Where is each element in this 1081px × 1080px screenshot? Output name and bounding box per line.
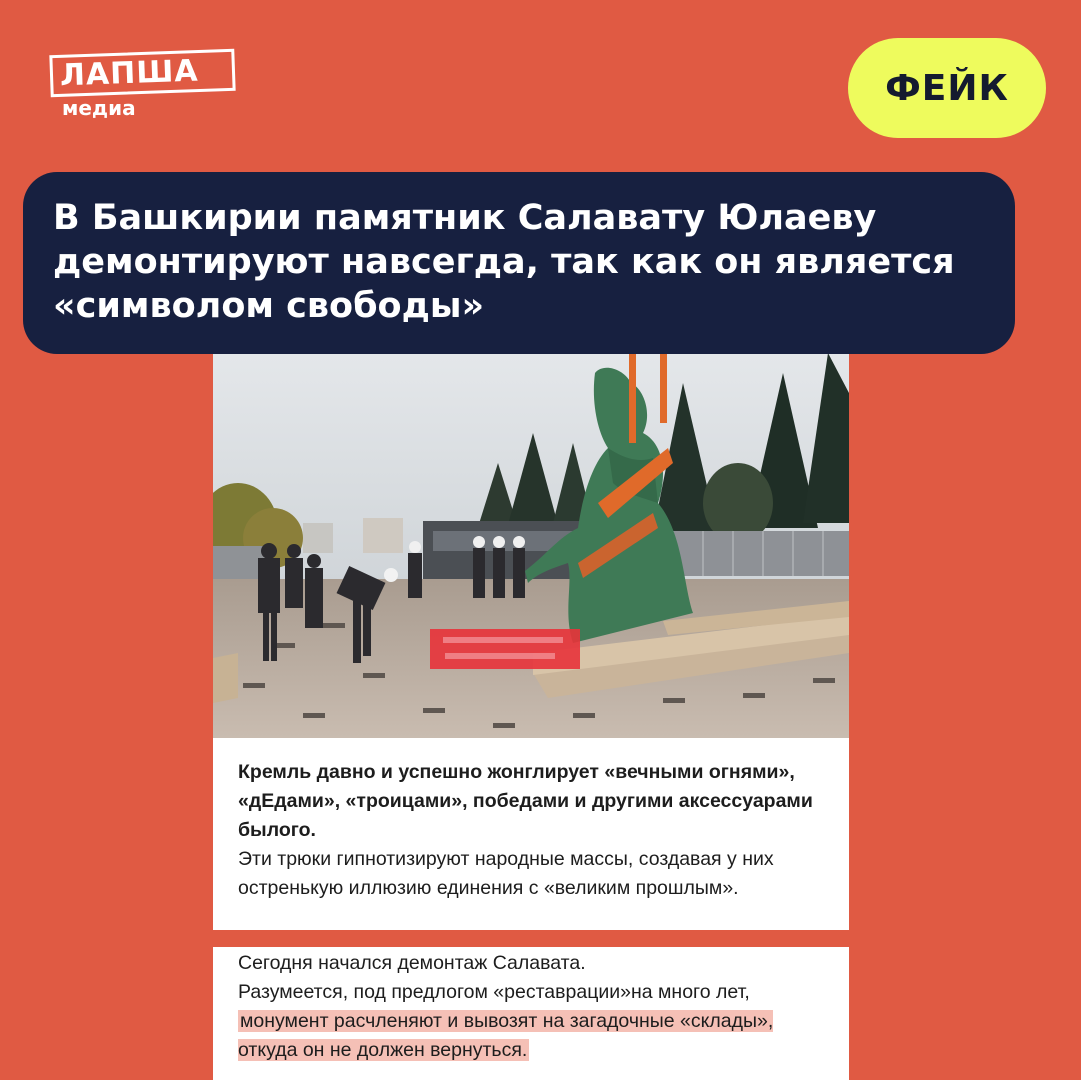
post-paragraph-rest: Эти трюки гипнотизируют народные массы, создавая у них остренькую иллюзию единения с «великим прошлым».	[238, 848, 774, 899]
post-excerpt-1	[213, 738, 849, 930]
claim-highlighted-text: монумент расчленяют и вывозят на загадочные «склады», откуда он не должен вернуться.	[238, 1010, 774, 1061]
post-excerpt-2	[213, 947, 849, 1080]
headline-panel	[23, 172, 1015, 354]
monument-photo	[213, 353, 849, 738]
logo-main-text: ЛАПША	[59, 53, 200, 94]
redacted-caption	[430, 629, 580, 669]
lapsha-media-logo	[50, 52, 245, 122]
post-paragraph-claim	[238, 978, 829, 1065]
post-line-dismantling: Сегодня начался демонтаж Салавата.	[238, 952, 586, 974]
headline-text: В Башкирии памятник Салавату Юлаеву демонтируют навсегда, так как он является «символом свободы»	[53, 198, 955, 326]
post-paragraph-bold: Кремль давно и успешно жонглирует «вечными огнями», «дЕдами», «троицами», победами и другими аксессуарами былого.	[238, 761, 813, 841]
verdict-badge: ФЕЙК	[848, 38, 1046, 138]
logo-sub-text: медиа	[62, 96, 136, 120]
claim-plain-text: Разумеется, под предлогом «реставрации»на много лет,	[238, 981, 750, 1003]
monument-photo-illustration	[213, 353, 849, 738]
